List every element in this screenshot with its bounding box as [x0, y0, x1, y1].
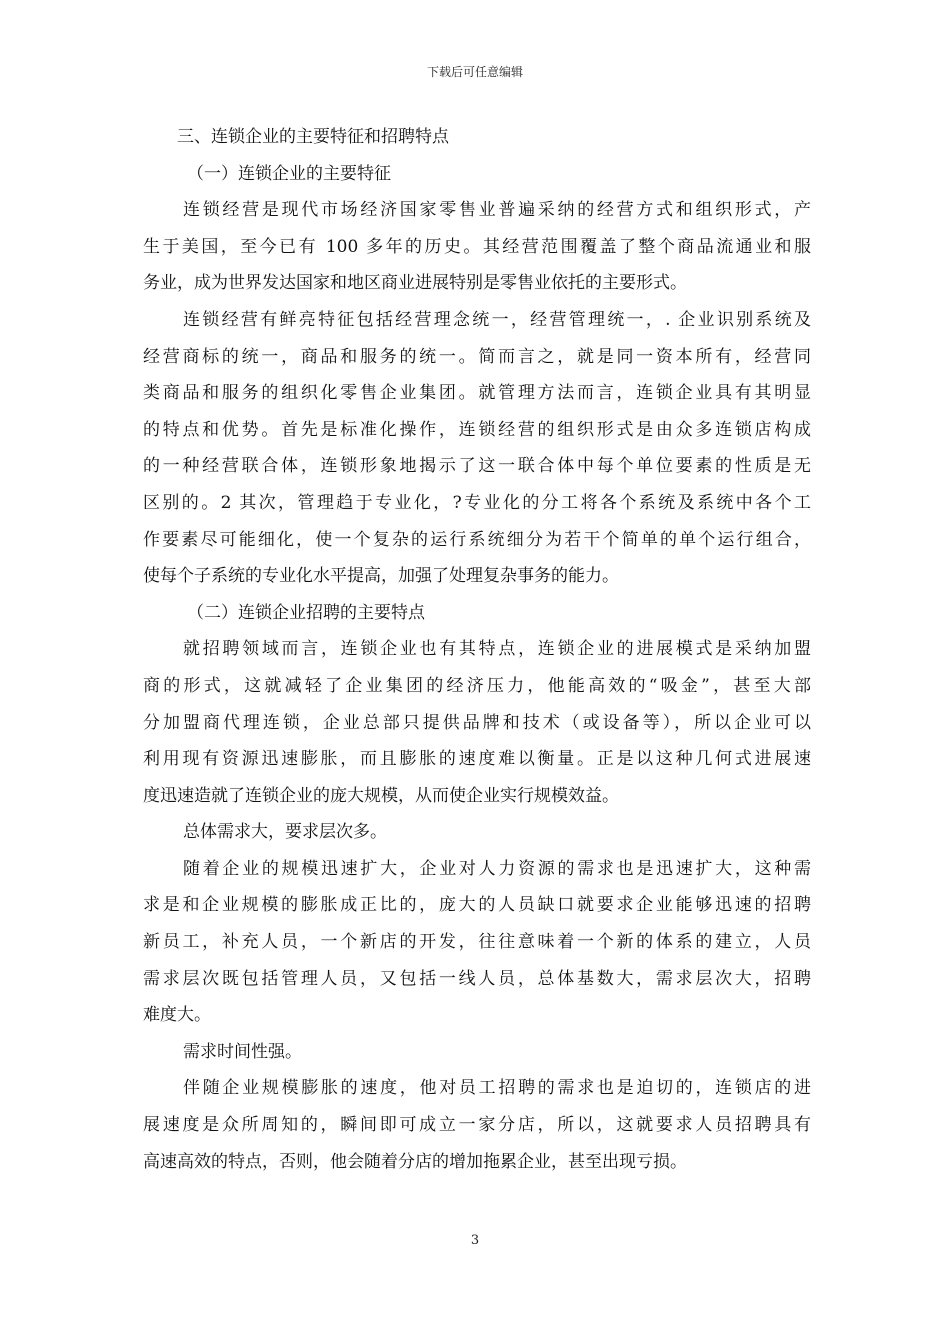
paragraph-line: 度迅速造就了连锁企业的庞大规模，从而使企业实行规模效益。: [143, 785, 619, 806]
paragraph-line: 高速高效的特点，否则，他会随着分店的增加拖累企业，甚至出现亏损。: [143, 1151, 687, 1172]
subsection-heading: （一）连锁企业的主要特征: [187, 163, 391, 184]
page-header: 下载后可任意编辑: [426, 65, 523, 79]
paragraph-line: 经营商标的统一，商品和服务的统一。简而言之，就是同一资本所有，经营同: [143, 346, 811, 367]
paragraph-line: 随着企业的规模迅速扩大，企业对人力资源的需求也是迅速扩大，这种需: [183, 858, 811, 879]
paragraph-line: 作要素尽可能细化，使一个复杂的运行系统细分为若干个简单的单个运行组合，: [143, 529, 811, 550]
page-number: 3: [470, 1233, 480, 1248]
paragraph-line: 就招聘领域而言，连锁企业也有其特点，连锁企业的进展模式是采纳加盟: [183, 639, 811, 660]
paragraph-line: 连锁经营是现代市场经济国家零售业普遍采纳的经营方式和组织形式，产: [183, 200, 811, 221]
paragraph-line: 的特点和优势。首先是标准化操作，连锁经营的组织形式是由众多连锁店构成: [143, 419, 811, 440]
paragraph-line: 需求时间性强。: [183, 1041, 302, 1062]
paragraph-line: 区别的。2 其次，管理趋于专业化，?专业化的分工将各个系统及系统中各个工: [143, 492, 811, 513]
paragraph-line: 利用现有资源迅速膨胀，而且膨胀的速度难以衡量。正是以这种几何式进展速: [143, 749, 811, 770]
paragraph-line: 生于美国，至今已有 100 多年的历史。其经营范围覆盖了整个商品流通业和服: [143, 236, 811, 257]
paragraph-line: 使每个子系统的专业化水平提高，加强了处理复杂事务的能力。: [143, 566, 619, 587]
paragraph-line: 务业，成为世界发达国家和地区商业进展特别是零售业依托的主要形式。: [143, 273, 687, 294]
paragraph-line: 分加盟商代理连锁，企业总部只提供品牌和技术（或设备等），所以企业可以: [143, 712, 811, 733]
document-body: [143, 119, 811, 1180]
paragraph-line: 展速度是众所周知的，瞬间即可成立一家分店，所以，这就要求人员招聘具有: [143, 1115, 811, 1136]
paragraph-line: 新员工，补充人员，一个新店的开发，往往意味着一个新的体系的建立，人员: [143, 932, 811, 953]
paragraph-line: 伴随企业规模膨胀的速度，他对员工招聘的需求也是迫切的，连锁店的进: [183, 1078, 811, 1099]
section-heading: 三、连锁企业的主要特征和招聘特点: [177, 127, 449, 147]
paragraph-line: 连锁经营有鲜亮特征包括经营理念统一，经营管理统一，. 企业识别系统及: [183, 309, 811, 330]
paragraph-line: 的一种经营联合体，连锁形象地揭示了这一联合体中每个单位要素的性质是无: [143, 456, 811, 477]
paragraph-line: 总体需求大，要求层次多。: [183, 822, 387, 843]
paragraph-line: 类商品和服务的组织化零售企业集团。就管理方法而言，连锁企业具有其明显: [143, 383, 811, 404]
subsection-heading: （二）连锁企业招聘的主要特点: [187, 602, 425, 623]
paragraph-line: 难度大。: [143, 1005, 211, 1026]
paragraph-line: 商的形式，这就减轻了企业集团的经济压力，他能高效的“吸金”，甚至大部: [143, 675, 811, 696]
paragraph-line: 求是和企业规模的膨胀成正比的，庞大的人员缺口就要求企业能够迅速的招聘: [143, 895, 811, 916]
paragraph-line: 需求层次既包括管理人员，又包括一线人员，总体基数大，需求层次大，招聘: [143, 968, 811, 989]
